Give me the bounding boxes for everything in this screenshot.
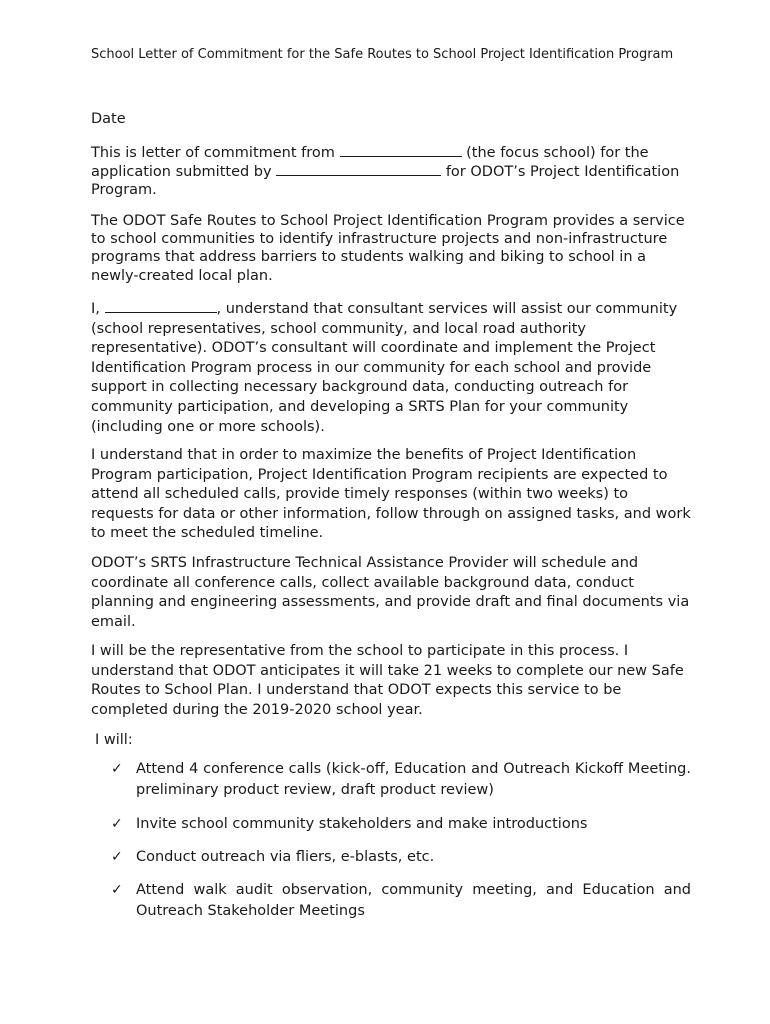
list-item-text: Conduct outreach via fliers, e-blasts, etc.: [136, 849, 435, 865]
paragraph-text: (the focus school) for the application submitted by: [91, 145, 649, 181]
paragraph-text: for ODOT’s Project Identification Program.: [91, 164, 680, 199]
paragraph-text: , understand that consultant services will assist our community (school representatives, school community, and local road authority representative). ODOT’s consultant will coordinate and implement the Project Identification Program process in our community for each school and provide support in collecting necessary background data, conducting outreach for community participation, and developing a SRTS Plan for your community (including one or more schools).: [91, 301, 678, 435]
checkmark-icon: ✓: [111, 761, 123, 777]
commitment-list: [111, 759, 691, 801]
paragraph-consultant-services: [91, 299, 691, 437]
paragraph-program-description: The ODOT Safe Routes to School Project Identification Program provides a service to school communities to identify infrastructure projects and non-infrastructure programs that address barriers to students walking and biking to school in a newly-created local plan.: [91, 213, 685, 284]
checkmark-icon: ✓: [111, 849, 123, 865]
paragraph-representative-commitment: I will be the representative from the school to participate in this process. I understand that ODOT anticipates it will take 21 weeks to complete our new Safe Routes to School Plan. I understand that ODOT expects this service to be completed during the 2019-2020 school year.: [91, 643, 684, 718]
checkmark-icon: ✓: [111, 882, 123, 898]
paragraph-participation-expectations: I understand that in order to maximize the benefits of Project Identification Program participation, Project Identification Program recipients are expected to attend all scheduled calls, provide timely responses (within two weeks) to requests for data or other information, follow through on assigned tasks, and work to meet the scheduled timeline.: [91, 447, 691, 542]
list-item: [111, 880, 691, 922]
commitment-list: [111, 880, 691, 922]
paragraph-text: I,: [91, 301, 100, 317]
commitment-list: [111, 847, 691, 868]
applicant-blank-line: [276, 162, 441, 176]
list-item: [111, 847, 691, 868]
paragraph-technical-assistance: ODOT’s SRTS Infrastructure Technical Assistance Provider will schedule and coordinate all conference calls, collect available background data, conduct planning and engineering assessments, and provide draft and final documents via email.: [91, 555, 690, 630]
paragraph-focus-school: [91, 143, 691, 200]
paragraph-text: This is letter of commitment from: [91, 145, 335, 161]
list-item-text: Attend 4 conference calls (kick-off, Education and Outreach Kickoff Meeting. preliminary product review, draft product review): [136, 761, 691, 798]
list-item: [111, 814, 691, 835]
commitment-list: [111, 814, 691, 835]
list-item-text: Attend walk audit observation, community meeting, and Education and Outreach Stakeholder Meetings: [136, 882, 691, 919]
i-will-label: I will:: [95, 732, 133, 748]
document-title: School Letter of Commitment for the Safe Routes to School Project Identification Program: [91, 47, 674, 62]
list-item: [111, 759, 691, 801]
representative-name-blank-line: [105, 299, 217, 313]
checkmark-icon: ✓: [111, 816, 123, 832]
focus-school-blank-line: [340, 143, 462, 157]
list-item-text: Invite school community stakeholders and make introductions: [136, 816, 588, 832]
date-label: Date: [91, 111, 126, 127]
